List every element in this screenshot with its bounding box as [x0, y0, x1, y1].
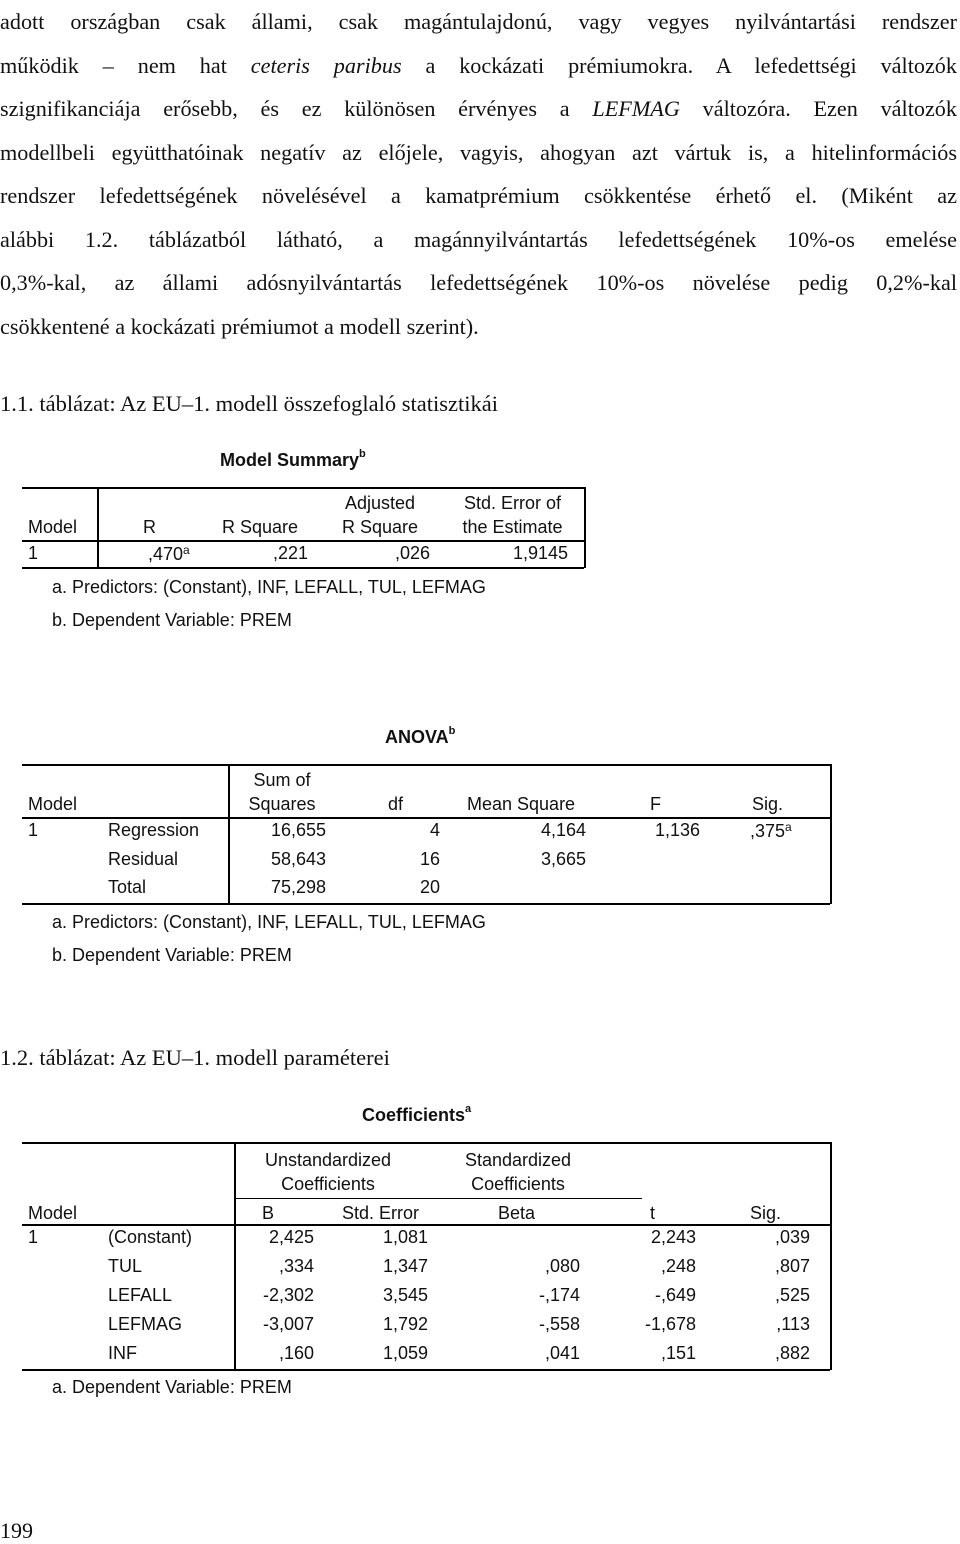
row-label: Residual	[108, 849, 179, 869]
note-text: Dependent Variable: PREM	[72, 1377, 292, 1397]
page-number: 199	[0, 1518, 33, 1543]
cell-t: -,649	[654, 1285, 696, 1305]
cell-df: 16	[419, 849, 440, 869]
cell-sum: 16,655	[270, 820, 326, 840]
cell-r-sup: a	[183, 543, 190, 557]
table-note	[52, 577, 486, 598]
cell-sig: ,039	[774, 1227, 810, 1247]
note-text: Predictors: (Constant), INF, LEFALL, TUL, LEFMAG	[72, 577, 486, 597]
table-note	[52, 912, 486, 933]
cell-r-square: ,221	[272, 543, 308, 563]
table-caption: 1.2. táblázat: Az EU–1. modell paraméterei	[0, 1045, 390, 1070]
header-unstandardized: Coefficients	[281, 1174, 375, 1194]
paragraph-line: adott országban csak állami, csak magántulajdonú, vagy vegyes nyilvántartási rendszer	[0, 9, 957, 34]
header-model: Model	[28, 794, 78, 814]
cell-std-error: 1,059	[382, 1343, 428, 1363]
table-title-text: ANOVA	[385, 727, 449, 747]
table-rule	[22, 817, 830, 819]
header-t: t	[650, 1203, 656, 1223]
cell-model: 1	[28, 543, 39, 563]
table-rule	[22, 1142, 830, 1144]
paragraph-italic: LEFMAG	[592, 96, 680, 121]
cell-r-value: ,470	[148, 544, 184, 564]
paragraph-text: a kockázati prémiumokra. A lefedettségi változók	[401, 52, 957, 78]
paragraph-text: működik – nem hat	[0, 52, 251, 78]
cell-sum: 75,298	[270, 877, 326, 897]
paragraph-line: csökkentené a kockázati prémiumot a modell szerint).	[0, 313, 479, 339]
paragraph-line: rendszer lefedettségének növelésével a kamatprémium csökkentése érhető el. (Miként az	[0, 183, 957, 208]
cell-beta: -,558	[538, 1314, 580, 1334]
paragraph-text: szignifikanciája erősebb, és ez különösen érvényes a	[0, 96, 593, 121]
cell-beta: ,041	[544, 1343, 580, 1363]
model-summary-title	[220, 450, 366, 471]
table-note	[52, 1377, 292, 1398]
table-note	[52, 945, 292, 966]
cell-std-error: 1,9145	[512, 543, 568, 563]
cell-model: 1	[28, 820, 39, 840]
cell-mean: 3,665	[540, 849, 586, 869]
note-label: a.	[52, 912, 68, 932]
cell-b: ,160	[278, 1343, 314, 1363]
cell-b: -3,007	[262, 1314, 314, 1334]
cell-sig: ,882	[774, 1343, 810, 1363]
table-rule	[97, 487, 99, 568]
row-label: INF	[108, 1343, 137, 1363]
header-std-error: the Estimate	[462, 517, 563, 537]
table-title-sup: b	[448, 725, 456, 737]
note-label: a.	[52, 577, 68, 597]
table-rule	[22, 1224, 830, 1226]
header-r: R	[143, 517, 156, 537]
body-paragraph	[0, 0, 957, 348]
paragraph-line: modellbeli együtthatóinak negatív az előjele, vagyis, ahogyan azt vártuk is, a hitelinformációs	[0, 139, 957, 165]
header-unstandardized: Unstandardized	[264, 1150, 392, 1170]
row-label: (Constant)	[108, 1227, 193, 1247]
cell-sig-sup: a	[785, 820, 792, 834]
note-label: a.	[52, 1377, 68, 1397]
cell-f: 1,136	[654, 820, 700, 840]
header-df: df	[388, 794, 404, 814]
header-standardized: Coefficients	[471, 1174, 565, 1194]
cell-b: ,334	[278, 1256, 314, 1276]
cell-b: 2,425	[268, 1227, 314, 1247]
cell-mean: 4,164	[540, 820, 586, 840]
header-beta: Beta	[498, 1203, 536, 1223]
table-rule	[830, 764, 832, 904]
header-adjusted: Adjusted	[344, 493, 416, 513]
cell-t: ,151	[660, 1343, 696, 1363]
header-adjusted: R Square	[341, 517, 419, 537]
cell-sig-value: ,375	[750, 821, 786, 841]
header-standardized: Standardized	[464, 1150, 572, 1170]
cell-beta: ,080	[544, 1256, 580, 1276]
cell-sum: 58,643	[270, 849, 326, 869]
paragraph-line	[0, 44, 957, 88]
cell-r	[148, 543, 190, 565]
table-rule	[584, 487, 586, 568]
coefficients-title	[362, 1105, 471, 1126]
cell-b: -2,302	[262, 1285, 314, 1305]
cell-std-error: 1,081	[382, 1227, 428, 1247]
header-r-square: R Square	[222, 517, 299, 537]
cell-model: 1	[28, 1227, 39, 1247]
note-label: b.	[52, 610, 68, 630]
paragraph-italic: ceteris paribus	[250, 52, 402, 78]
table-rule	[22, 1369, 830, 1371]
table-rule	[22, 487, 584, 489]
header-b: B	[262, 1203, 275, 1223]
note-text: Dependent Variable: PREM	[72, 610, 292, 630]
table-rule	[830, 1142, 832, 1370]
cell-std-error: 3,545	[382, 1285, 428, 1305]
table-rule	[22, 567, 584, 569]
paragraph-line: 0,3%-kal, az állami adósnyilvántartás lefedettségének 10%-os növelése pedig 0,2%-kal	[0, 270, 957, 295]
paragraph-text: változóra. Ezen változók	[679, 96, 957, 121]
row-label: Regression	[108, 820, 200, 840]
table-title-sup: a	[465, 1103, 472, 1115]
table-rule	[228, 764, 230, 904]
row-label: LEFALL	[108, 1285, 173, 1305]
header-sig: Sig.	[752, 794, 784, 814]
paragraph-line: alábbi 1.2. táblázatból látható, a magánnyilvántartás lefedettségének 10%-os emelése	[0, 226, 957, 252]
cell-t: 2,243	[650, 1227, 696, 1247]
cell-df: 4	[429, 820, 440, 840]
note-label: b.	[52, 945, 68, 965]
header-f: F	[650, 794, 661, 814]
table-rule	[22, 903, 830, 905]
header-sum-of-squares: Squares	[248, 794, 316, 814]
cell-std-error: 1,347	[382, 1256, 428, 1276]
row-label: Total	[108, 877, 147, 897]
header-mean-square: Mean Square	[467, 794, 576, 814]
cell-t: ,248	[660, 1256, 696, 1276]
row-label: TUL	[108, 1256, 143, 1276]
header-sig: Sig.	[750, 1203, 782, 1223]
table-rule	[22, 764, 830, 766]
table-title-text: Model Summary	[220, 450, 360, 470]
cell-df: 20	[419, 877, 440, 897]
cell-beta: -,174	[538, 1285, 580, 1305]
cell-sig: ,807	[774, 1256, 810, 1276]
table-rule	[234, 1198, 642, 1199]
paragraph-line	[0, 87, 957, 131]
header-std-error: Std. Error of	[463, 493, 562, 513]
cell-sig	[750, 820, 792, 842]
note-text: Dependent Variable: PREM	[72, 945, 292, 965]
cell-sig: ,113	[776, 1314, 810, 1334]
table-caption: 1.1. táblázat: Az EU–1. modell összefoglaló statisztikái	[0, 391, 498, 416]
cell-sig: ,525	[774, 1285, 810, 1305]
cell-adjusted: ,026	[394, 543, 430, 563]
table-title-sup: b	[359, 448, 366, 460]
header-sum-of-squares: Sum of	[253, 770, 311, 790]
cell-std-error: 1,792	[382, 1314, 428, 1334]
header-model: Model	[28, 1203, 78, 1223]
table-note	[52, 610, 292, 631]
row-label: LEFMAG	[108, 1314, 183, 1334]
header-model: Model	[28, 517, 78, 537]
note-text: Predictors: (Constant), INF, LEFALL, TUL, LEFMAG	[72, 912, 486, 932]
table-rule	[22, 540, 584, 542]
cell-t: -1,678	[644, 1314, 696, 1334]
anova-title	[385, 727, 455, 748]
table-title-text: Coefficients	[362, 1105, 466, 1125]
header-std-error: Std. Error	[342, 1203, 420, 1223]
